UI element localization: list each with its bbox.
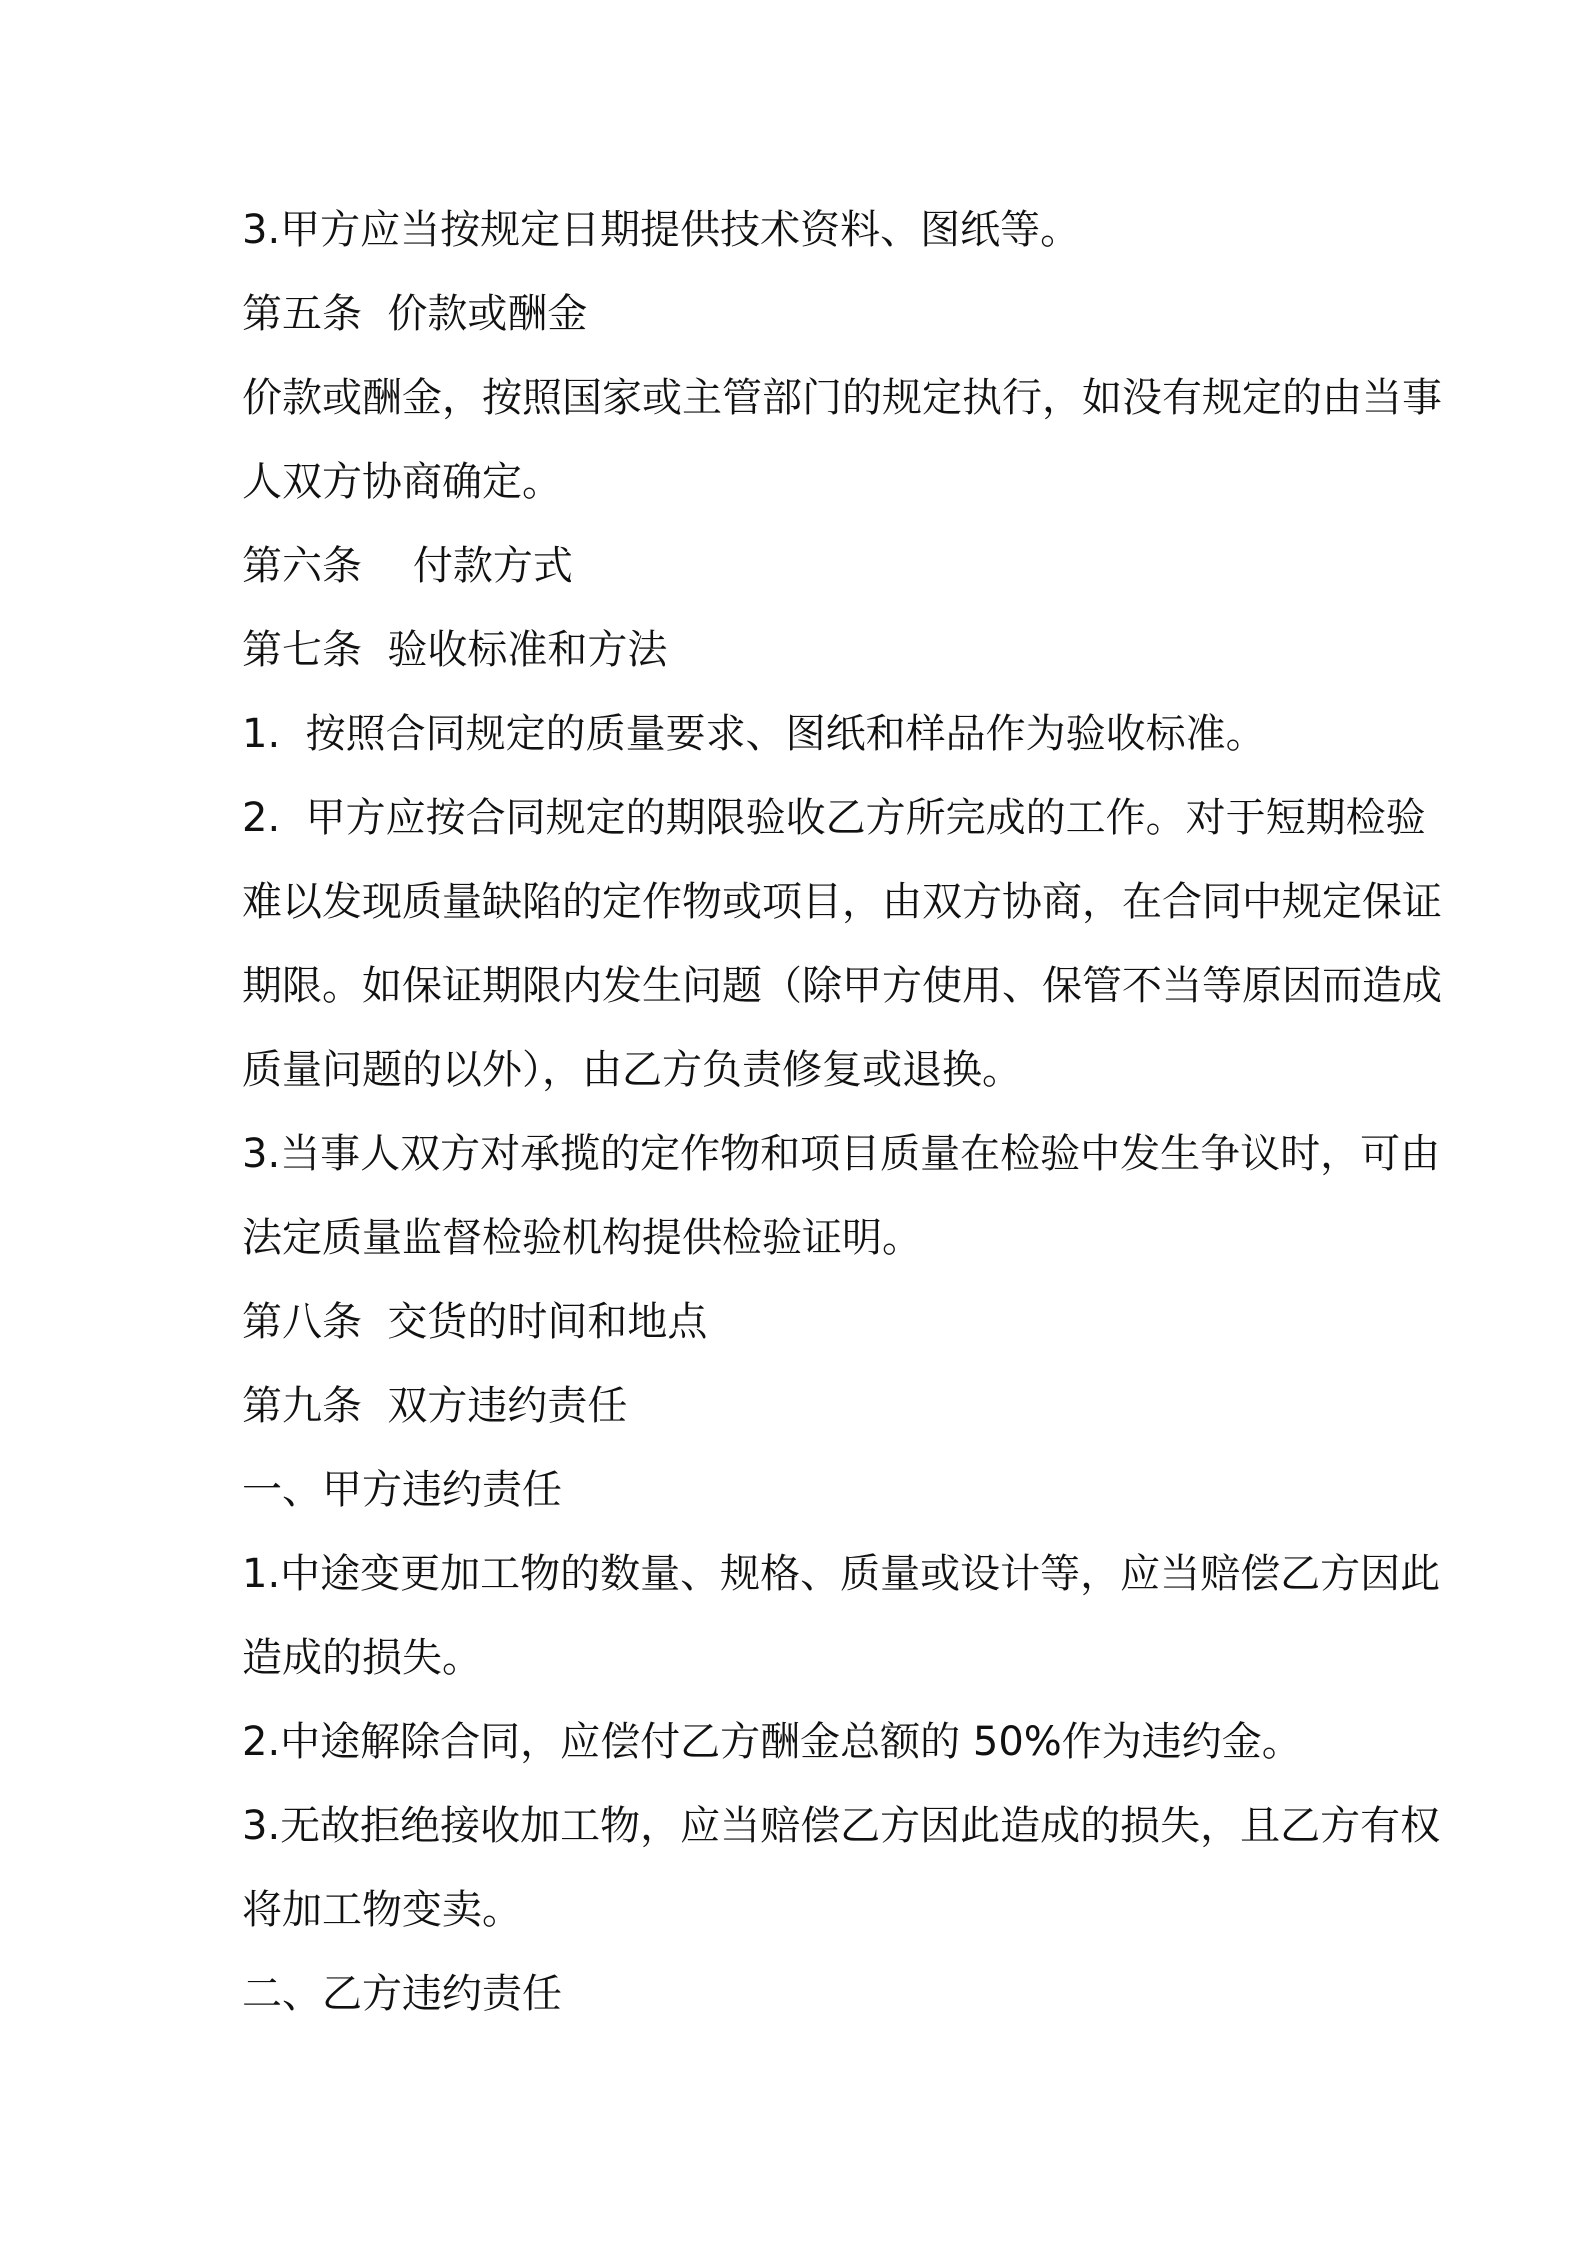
section-heading-5: 第五条 价款或酬金 [242,291,588,337]
paragraph-line: 价款或酬金，按照国家或主管部门的规定执行，如没有规定的由当事 [242,375,1442,421]
subsection-heading-party-a: 一、甲方违约责任 [242,1467,562,1513]
section-heading-7: 第七条 验收标准和方法 [242,627,668,673]
paragraph-line: 3.甲方应当按规定日期提供技术资料、图纸等。 [242,207,1081,253]
paragraph-line: 人双方协商确定。 [242,459,562,505]
paragraph-line: 质量问题的以外），由乙方负责修复或退换。 [242,1047,1022,1093]
section-heading-8: 第八条 交货的时间和地点 [242,1299,708,1345]
subsection-heading-party-b: 二、乙方违约责任 [242,1971,562,2017]
paragraph-line: 2. 甲方应按合同规定的期限验收乙方所完成的工作。对于短期检验 [242,795,1426,841]
paragraph-line: 1. 按照合同规定的质量要求、图纸和样品作为验收标准。 [242,711,1266,757]
paragraph-line: 期限。如保证期限内发生问题（除甲方使用、保管不当等原因而造成 [242,963,1442,1009]
paragraph-line: 难以发现质量缺陷的定作物或项目，由双方协商，在合同中规定保证 [242,879,1442,925]
paragraph-line: 1.中途变更加工物的数量、规格、质量或设计等，应当赔偿乙方因此 [242,1551,1441,1597]
paragraph-line: 将加工物变卖。 [242,1887,522,1933]
paragraph-line: 造成的损失。 [242,1635,482,1681]
paragraph-line: 3.当事人双方对承揽的定作物和项目质量在检验中发生争议时，可由 [242,1131,1441,1177]
section-heading-9: 第九条 双方违约责任 [242,1383,628,1429]
paragraph-line: 法定质量监督检验机构提供检验证明。 [242,1215,922,1261]
paragraph-line: 3.无故拒绝接收加工物，应当赔偿乙方因此造成的损失，且乙方有权 [242,1803,1441,1849]
paragraph-line: 2.中途解除合同，应偿付乙方酬金总额的 50%作为违约金。 [242,1719,1302,1765]
section-heading-6: 第六条 付款方式 [242,543,573,589]
document-body [242,188,1442,2036]
